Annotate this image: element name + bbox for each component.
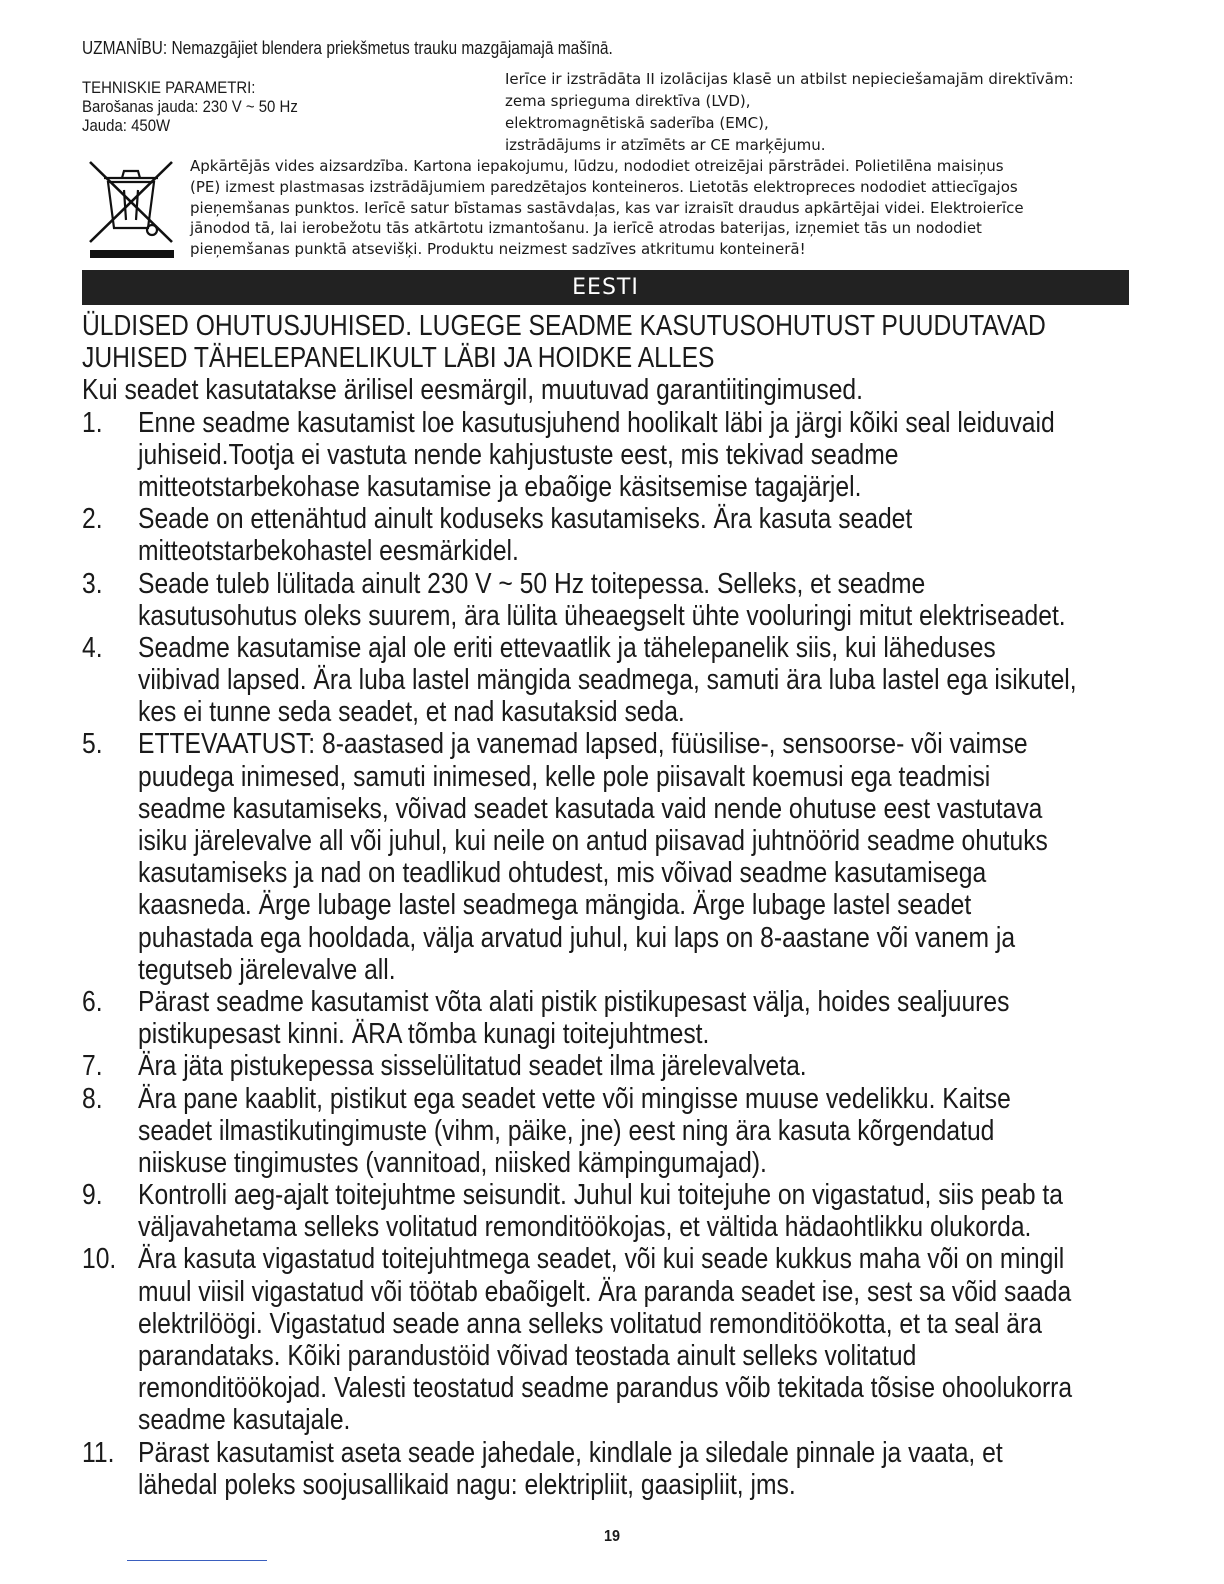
item-line: mitteotstarbekohastel eesmärkidel. (138, 535, 519, 568)
item-line: muul viisil vigastatud või töötab ebaõigelt. Ära paranda seadet ise, sest sa võid saada (138, 1275, 1072, 1308)
item-line: Pärast seadme kasutamist võta alati pistik pistikupesast välja, hoides sealjuures (138, 985, 1010, 1018)
item-number: 11. (82, 1436, 115, 1469)
environment-line: pieņemšanas punktos. Ierīcē satur bīstamas sastāvdaļas, kas var izraisīt draudus apkārtējai videi. Elektroierīce (190, 198, 1024, 217)
tech-line: Jauda: 450W (82, 116, 171, 135)
item-line: Seade on ettenähtud ainult koduseks kasutamiseks. Ära kasuta seadet (138, 503, 913, 536)
item-line: elektrilöögi. Vigastatud seade anna selleks volitatud remonditöökotta, et ta seal ära (138, 1307, 1042, 1340)
item-number: 5. (82, 728, 103, 761)
heading-line: ÜLDISED OHUTUSJUHISED. LUGEGE SEADME KASUTUSOHUTUST PUUDUTAVAD (82, 310, 1046, 342)
item-number: 4. (82, 631, 103, 664)
compliance-line: zema sprieguma direktīva (LVD), (505, 92, 751, 110)
item-line: niiskuse tingimustes (vannitoad, niisked kämpingumajad). (138, 1146, 767, 1179)
item-line: Ära jäta pistukepessa sisselülitatud seadet ilma järelevalveta. (138, 1050, 807, 1083)
compliance-line: izstrādājums ir atzīmēts ar CE marķējumu. (505, 136, 826, 154)
item-number: 9. (82, 1179, 103, 1212)
item-line: puhastada ega hooldada, välja arvatud juhul, kui laps on 8-aastane või vanem ja (138, 921, 1016, 954)
item-line: juhiseid.Tootja ei vastuta nende kahjustuste eest, mis tekivad seadme (138, 438, 899, 471)
list-item (82, 503, 1142, 567)
environment-line: (PE) izmest plastmasas izstrādājumiem paredzētajos konteineros. Lietotās elektropreces nododiet attiecīgajos (190, 177, 1018, 196)
item-number: 1. (82, 406, 103, 439)
item-line: Pärast kasutamist aseta seade jahedale, kindlale ja siledale pinnale ja vaata, et (138, 1436, 1003, 1469)
item-line: lähedal poleks soojusallikaid nagu: elektripliit, gaasipliit, jms. (138, 1468, 796, 1501)
footer-rule (127, 1560, 267, 1561)
item-line: mitteotstarbekohase kasutamise ja ebaõige käsitsemise tagajärjel. (138, 470, 862, 503)
item-line: seadme kasutamiseks, võivad seadet kasutada vaid nende ohutuse eest vastutava (138, 792, 1043, 825)
item-number: 10. (82, 1243, 117, 1276)
item-line: viibivad lapsed. Ära luba lastel mängida seadmega, samuti ära luba lastel ega isikutel, (138, 664, 1077, 697)
page-number: 19 (603, 1528, 621, 1545)
item-number: 6. (82, 985, 103, 1018)
crossed-out-wheelie-bin-icon (82, 158, 182, 260)
list-item (82, 568, 1142, 632)
intro-text: Kui seadet kasutatakse ärilisel eesmärgil, muutuvad garantiitingimused. (82, 374, 863, 407)
list-item (82, 1179, 1142, 1243)
item-number: 3. (82, 567, 103, 600)
list-item (82, 1437, 1142, 1501)
item-line: Enne seadme kasutamist loe kasutusjuhend hoolikalt läbi ja järgi kõiki seal leiduvaid (138, 406, 1055, 439)
dishwasher-warning: UZMANĪBU: Nemazgājiet blendera priekšmetus trauku mazgājamajā mašīnā. (82, 38, 613, 58)
technical-parameters (82, 78, 298, 135)
environment-line: pieņemšanas punktā atsevišķi. Produktu neizmest sadzīves atkritumu konteinerā! (190, 240, 806, 259)
safety-instructions (82, 310, 1142, 1501)
item-line: seadme kasutajale. (138, 1404, 351, 1437)
list-item (82, 1050, 1142, 1082)
tech-heading: TEHNISKIE PARAMETRI: (82, 78, 256, 97)
item-line: seadet ilmastikutingimuste (vihm, päike, jne) eest ning ära kasuta kõrgendatud (138, 1114, 995, 1147)
list-item (82, 632, 1142, 729)
item-line: remonditöökojad. Valesti teostatud seadme parandus võib tekitada tõsise ohoolukorra (138, 1372, 1073, 1405)
item-line: Kontrolli aeg-ajalt toitejuhtme seisundit. Juhul kui toitejuhe on vigastatud, siis peab ta (138, 1179, 1063, 1212)
item-line: kes ei tunne seda seadet, et nad kasutaksid seda. (138, 696, 685, 729)
item-number: 2. (82, 503, 103, 536)
tech-line: Barošanas jauda: 230 V ~ 50 Hz (82, 97, 298, 116)
compliance-line: Ierīce ir izstrādāta II izolācijas klasē un atbilst nepieciešamajām direktīvām: (505, 70, 1074, 88)
item-number: 7. (82, 1050, 103, 1083)
item-line: ETTEVAATUST: 8-aastased ja vanemad lapsed, füüsilise-, sensoorse- või vaimse (138, 728, 1028, 761)
item-line: kasutamiseks ja nad on teadlikud ohtudest, mis võivad seadme kasutamisega (138, 857, 987, 890)
environment-protection (190, 156, 1024, 260)
item-line: isiku järelevalve all või juhul, kui neile on antud piisavad juhtnöörid seadme ohutuks (138, 825, 1048, 857)
heading-line: JUHISED TÄHELEPANELIKULT LÄBI JA HOIDKE ALLES (82, 342, 715, 375)
item-line: puudega inimesed, samuti inimesed, kelle pole piisavalt koemusi ega teadmisi (138, 760, 991, 793)
item-line: parandataks. Kõiki parandustöid võivad teostada ainult selleks volitatud (138, 1340, 917, 1372)
item-line: pistikupesast kinni. ÄRA tõmba kunagi toitejuhtmest. (138, 1018, 710, 1051)
environment-line: Apkārtējās vides aizsardzība. Kartona iepakojumu, lūdzu, nododiet otreizējai pārstrādei. Polietilēna maisiņus (190, 157, 1004, 175)
item-line: Ära kasuta vigastatud toitejuhtmega seadet, või kui seade kukkus maha või on mingil (138, 1243, 1065, 1276)
item-line: Seade tuleb lülitada ainult 230 V ~ 50 Hz toitepessa. Selleks, et seadme (138, 567, 926, 600)
list-item (82, 728, 1142, 986)
item-line: väljavahetama selleks volitatud remonditöökojas, et vältida hädaohtlikku olukorda. (138, 1211, 1032, 1244)
item-line: Ära pane kaablit, pistikut ega seadet vette või mingisse muuse vedelikku. Kaitse (138, 1082, 1011, 1115)
item-line: Seadme kasutamise ajal ole eriti ettevaatlik ja tähelepanelik siis, kui läheduses (138, 631, 996, 664)
item-line: tegutseb järelevalve all. (138, 953, 396, 986)
item-number: 8. (82, 1082, 103, 1115)
list-item (82, 986, 1142, 1050)
compliance-block (505, 68, 1074, 156)
list-item (82, 407, 1142, 504)
list-item (82, 1243, 1142, 1436)
section-title-banner: EESTI (82, 270, 1129, 305)
list-item (82, 1083, 1142, 1180)
item-line: kaasneda. Ärge lubage lastel seadmega mängida. Ärge lubage lastel seadet (138, 889, 972, 922)
compliance-line: elektromagnētiskā saderība (EMC), (505, 114, 769, 132)
item-line: kasutusohutus oleks suurem, ära lülita üheaegselt ühte vooluringi mitut elektriseadet. (138, 599, 1066, 632)
environment-line: jānodod tā, lai ierobežotu tās atkārtotu izmantošanu. Ja ierīcē atrodas baterijas, izņemiet tās un nododiet (190, 219, 982, 238)
